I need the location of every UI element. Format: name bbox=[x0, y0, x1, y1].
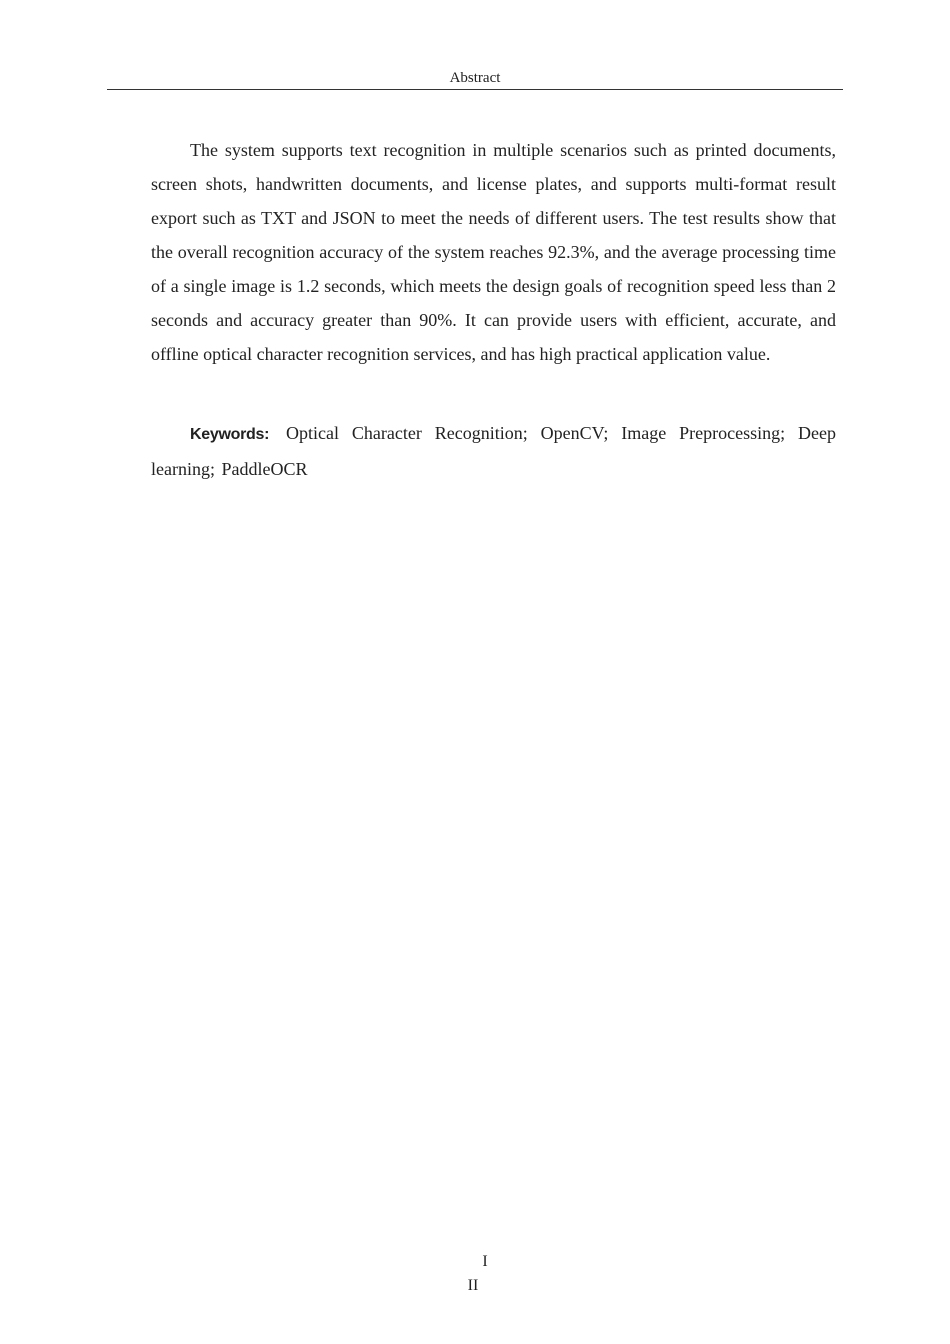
running-header: Abstract bbox=[449, 70, 501, 86]
keywords-line bbox=[151, 416, 836, 486]
page-number-roman-1: I bbox=[482, 1253, 488, 1270]
keywords-text: Optical Character Recognition; OpenCV; Image Preprocessing; Deep learning; PaddleOCR bbox=[151, 423, 837, 479]
page-number-roman-2: II bbox=[467, 1277, 479, 1294]
keywords-label: Keywords: bbox=[190, 426, 270, 443]
header-rule bbox=[107, 89, 843, 90]
abstract-paragraph: The system supports text recognition in multiple scenarios such as printed documents, screen shots, handwritten documents, and license plates, and supports multi-format result export such as TXT and JSON to meet the needs of different users. The test results show that the overall recognition accuracy of the system reaches 92.3%, and the average processing time of a single image is 1.2 seconds, which meets the design goals of recognition speed less than 2 seconds and accuracy greater than 90%. It can provide users with efficient, accurate, and offline optical character recognition services, and has high practical application value. bbox=[151, 140, 836, 364]
